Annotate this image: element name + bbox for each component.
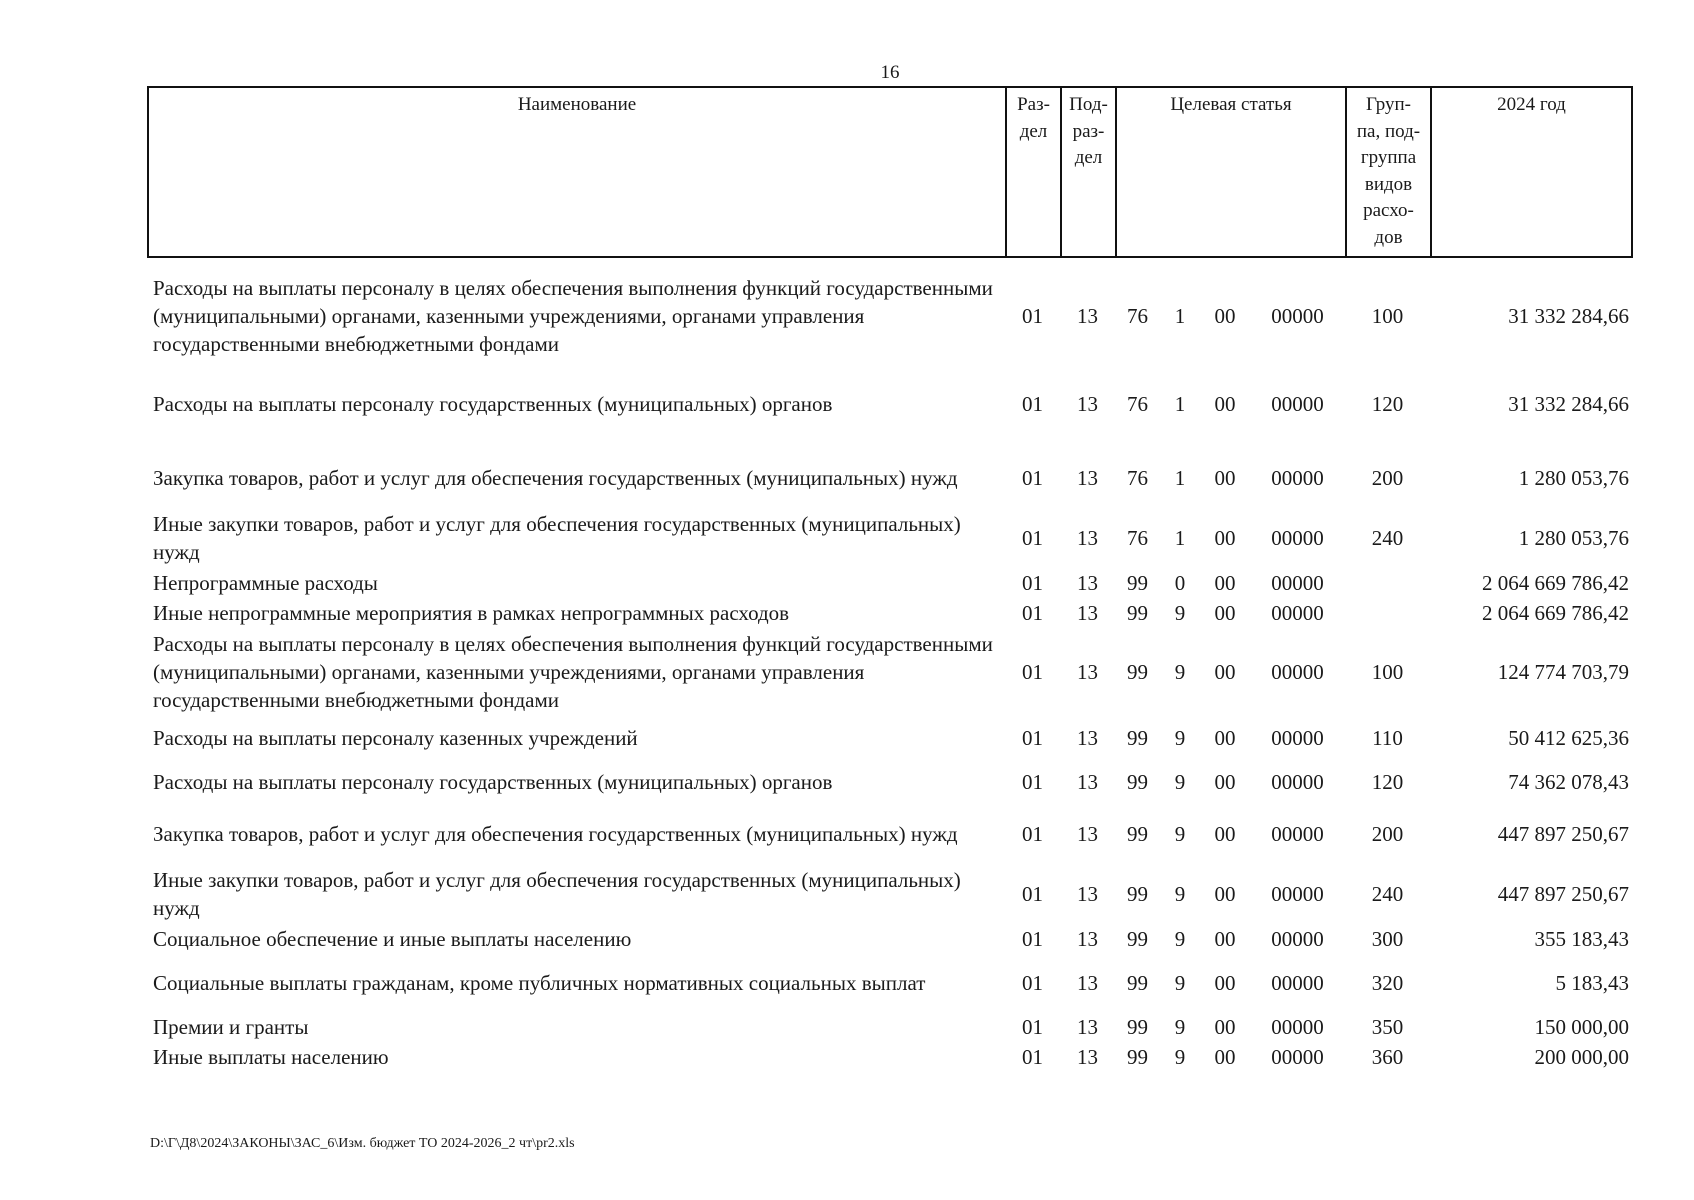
cell-podrazdel: 13 xyxy=(1077,304,1098,328)
cell-cs2: 1 xyxy=(1174,304,1186,328)
cell-amount: 2 064 669 786,42 xyxy=(1482,601,1629,625)
cell-cs3: 00 xyxy=(1214,971,1236,995)
cell-vr: 300 xyxy=(1371,927,1404,951)
cell-amount: 355 183,43 xyxy=(1534,927,1629,951)
cell-podrazdel: 13 xyxy=(1077,927,1098,951)
cell-podrazdel: 13 xyxy=(1077,526,1098,550)
cell-cs2: 1 xyxy=(1174,392,1186,416)
cell-podrazdel: 13 xyxy=(1077,571,1098,595)
cell-cs3: 00 xyxy=(1214,927,1236,951)
cell-podrazdel: 13 xyxy=(1077,466,1098,490)
cell-vr: 120 xyxy=(1371,770,1404,794)
cell-cs3: 00 xyxy=(1214,526,1236,550)
cell-cs4: 00000 xyxy=(1271,601,1324,625)
cell-cs1: 99 xyxy=(1127,882,1148,906)
cell-name: Расходы на выплаты персоналу в целях обеспечения выполнения функций государственными (муниципальными) органами, казенными учреждениями, органами управления государственными внебюджетными фондами xyxy=(153,632,993,712)
cell-cs2: 9 xyxy=(1174,1015,1186,1039)
cell-amount: 31 332 284,66 xyxy=(1508,304,1629,328)
cell-cs1: 99 xyxy=(1127,571,1148,595)
cell-cs4: 00000 xyxy=(1271,1045,1324,1069)
cell-cs1: 76 xyxy=(1127,466,1148,490)
cell-cs1: 99 xyxy=(1127,927,1148,951)
cell-name: Расходы на выплаты персоналу казенных учреждений xyxy=(153,726,638,750)
header-target-article: Целевая статья xyxy=(1116,87,1346,257)
cell-razdel: 01 xyxy=(1022,601,1043,625)
cell-cs4: 00000 xyxy=(1271,726,1324,750)
cell-amount: 2 064 669 786,42 xyxy=(1482,571,1629,595)
cell-razdel: 01 xyxy=(1022,822,1043,846)
cell-cs4: 00000 xyxy=(1271,822,1324,846)
cell-podrazdel: 13 xyxy=(1077,1045,1098,1069)
cell-name: Премии и гранты xyxy=(153,1015,309,1039)
cell-vr xyxy=(1345,568,1430,598)
cell-vr: 120 xyxy=(1371,392,1404,416)
cell-name: Социальные выплаты гражданам, кроме публичных нормативных социальных выплат xyxy=(153,971,926,995)
cell-podrazdel: 13 xyxy=(1077,601,1098,625)
cell-cs1: 99 xyxy=(1127,770,1148,794)
table-row xyxy=(147,598,1631,628)
cell-cs3: 00 xyxy=(1214,882,1236,906)
page-number: 16 xyxy=(880,62,900,83)
cell-podrazdel: 13 xyxy=(1077,770,1098,794)
cell-cs4: 00000 xyxy=(1271,571,1324,595)
cell-razdel: 01 xyxy=(1022,971,1043,995)
cell-name: Иные непрограммные мероприятия в рамках непрограммных расходов xyxy=(153,601,790,625)
cell-name: Расходы на выплаты персоналу государственных (муниципальных) органов xyxy=(153,392,833,416)
cell-amount: 124 774 703,79 xyxy=(1497,660,1629,684)
cell-cs3: 00 xyxy=(1214,726,1236,750)
table-row xyxy=(147,924,1631,954)
cell-name: Иные закупки товаров, работ и услуг для обеспечения государственных (муниципальных) нужд xyxy=(153,868,961,920)
cell-cs2: 9 xyxy=(1174,601,1186,625)
cell-cs4: 00000 xyxy=(1271,392,1324,416)
cell-vr: 200 xyxy=(1371,822,1404,846)
cell-cs2: 1 xyxy=(1174,526,1186,550)
cell-razdel: 01 xyxy=(1022,1045,1043,1069)
cell-amount: 74 362 078,43 xyxy=(1508,770,1629,794)
cell-name: Социальное обеспечение и иные выплаты населению xyxy=(153,927,632,951)
cell-name: Закупка товаров, работ и услуг для обеспечения государственных (муниципальных) нужд xyxy=(153,822,958,846)
budget-table xyxy=(147,272,1631,1072)
cell-cs2: 9 xyxy=(1174,927,1186,951)
cell-amount: 150 000,00 xyxy=(1534,1015,1629,1039)
header-expense-group: Груп- па, под- группа видов расхо- дов xyxy=(1346,87,1431,257)
cell-vr: 110 xyxy=(1372,726,1403,750)
cell-cs2: 1 xyxy=(1174,466,1186,490)
table-row xyxy=(147,508,1631,568)
cell-cs1: 99 xyxy=(1127,1015,1148,1039)
cell-razdel: 01 xyxy=(1022,770,1043,794)
cell-razdel: 01 xyxy=(1022,571,1043,595)
cell-name: Иные выплаты населению xyxy=(153,1045,389,1069)
cell-name: Закупка товаров, работ и услуг для обеспечения государственных (муниципальных) нужд xyxy=(153,466,958,490)
cell-name: Расходы на выплаты персоналу в целях обеспечения выполнения функций государственными (муниципальными) органами, казенными учреждениями, органами управления государственными внебюджетными фондами xyxy=(153,276,993,356)
cell-name: Расходы на выплаты персоналу государственных (муниципальных) органов xyxy=(153,770,833,794)
cell-podrazdel: 13 xyxy=(1077,1015,1098,1039)
cell-cs3: 00 xyxy=(1214,392,1236,416)
cell-name: Непрограммные расходы xyxy=(153,571,378,595)
cell-podrazdel: 13 xyxy=(1077,822,1098,846)
cell-podrazdel: 13 xyxy=(1077,392,1098,416)
cell-cs3: 00 xyxy=(1214,571,1236,595)
table-row xyxy=(147,716,1631,760)
cell-amount: 200 000,00 xyxy=(1534,1045,1629,1069)
cell-podrazdel: 13 xyxy=(1077,882,1098,906)
cell-amount: 1 280 053,76 xyxy=(1518,526,1629,550)
cell-cs1: 99 xyxy=(1127,822,1148,846)
table-header xyxy=(147,86,1633,258)
cell-cs3: 00 xyxy=(1214,770,1236,794)
cell-cs3: 00 xyxy=(1214,304,1236,328)
cell-amount: 447 897 250,67 xyxy=(1497,822,1629,846)
cell-cs3: 00 xyxy=(1214,1045,1236,1069)
file-path-footer: D:\Г\Д8\2024\ЗАКОНЫ\ЗАС_6\Изм. бюджет ТО 2024-2026_2 чт\pr2.xls xyxy=(150,1136,575,1151)
cell-amount: 50 412 625,36 xyxy=(1508,726,1629,750)
cell-cs1: 99 xyxy=(1127,971,1148,995)
cell-vr: 240 xyxy=(1371,526,1404,550)
cell-amount: 5 183,43 xyxy=(1555,971,1629,995)
cell-cs2: 9 xyxy=(1174,971,1186,995)
cell-razdel: 01 xyxy=(1022,927,1043,951)
cell-cs3: 00 xyxy=(1214,466,1236,490)
header-subsection: Под- раз- дел xyxy=(1061,87,1116,257)
cell-cs2: 0 xyxy=(1174,571,1186,595)
cell-cs2: 9 xyxy=(1174,1045,1186,1069)
table-row xyxy=(147,448,1631,508)
cell-cs3: 00 xyxy=(1214,822,1236,846)
cell-cs4: 00000 xyxy=(1271,1015,1324,1039)
cell-cs3: 00 xyxy=(1214,601,1236,625)
table-row xyxy=(147,864,1631,924)
table-row xyxy=(147,628,1631,716)
table-row xyxy=(147,1042,1631,1072)
cell-cs4: 00000 xyxy=(1271,971,1324,995)
cell-amount: 447 897 250,67 xyxy=(1497,882,1629,906)
table-row xyxy=(147,760,1631,804)
cell-cs4: 00000 xyxy=(1271,660,1324,684)
header-section: Раз- дел xyxy=(1006,87,1061,257)
cell-razdel: 01 xyxy=(1022,726,1043,750)
cell-razdel: 01 xyxy=(1022,466,1043,490)
cell-vr: 240 xyxy=(1371,882,1404,906)
cell-vr: 360 xyxy=(1371,1045,1404,1069)
cell-razdel: 01 xyxy=(1022,882,1043,906)
cell-cs4: 00000 xyxy=(1271,770,1324,794)
cell-cs1: 76 xyxy=(1127,392,1148,416)
cell-name: Иные закупки товаров, работ и услуг для обеспечения государственных (муниципальных) нужд xyxy=(153,512,961,564)
cell-razdel: 01 xyxy=(1022,1015,1043,1039)
table-row xyxy=(147,804,1631,864)
cell-podrazdel: 13 xyxy=(1077,971,1098,995)
cell-cs2: 9 xyxy=(1174,726,1186,750)
cell-cs3: 00 xyxy=(1214,660,1236,684)
cell-vr: 350 xyxy=(1371,1015,1404,1039)
cell-cs1: 76 xyxy=(1127,526,1148,550)
cell-amount: 1 280 053,76 xyxy=(1518,466,1629,490)
table-row xyxy=(147,568,1631,598)
table-row xyxy=(147,360,1631,448)
table-row xyxy=(147,954,1631,1012)
cell-vr: 320 xyxy=(1371,971,1404,995)
table-row xyxy=(147,272,1631,360)
cell-razdel: 01 xyxy=(1022,526,1043,550)
cell-cs2: 9 xyxy=(1174,770,1186,794)
cell-cs4: 00000 xyxy=(1271,882,1324,906)
cell-vr: 200 xyxy=(1371,466,1404,490)
cell-razdel: 01 xyxy=(1022,392,1043,416)
cell-podrazdel: 13 xyxy=(1077,660,1098,684)
cell-cs1: 99 xyxy=(1127,660,1148,684)
cell-cs1: 76 xyxy=(1127,304,1148,328)
cell-cs1: 99 xyxy=(1127,601,1148,625)
cell-podrazdel: 13 xyxy=(1077,726,1098,750)
header-name: Наименование xyxy=(148,87,1006,257)
cell-cs3: 00 xyxy=(1214,1015,1236,1039)
cell-cs4: 00000 xyxy=(1271,927,1324,951)
header-year: 2024 год xyxy=(1431,87,1632,257)
cell-amount: 31 332 284,66 xyxy=(1508,392,1629,416)
cell-razdel: 01 xyxy=(1022,660,1043,684)
table-row xyxy=(147,1012,1631,1042)
cell-vr: 100 xyxy=(1371,660,1404,684)
cell-cs2: 9 xyxy=(1174,882,1186,906)
cell-cs2: 9 xyxy=(1174,822,1186,846)
cell-cs4: 00000 xyxy=(1271,526,1324,550)
cell-cs1: 99 xyxy=(1127,726,1148,750)
cell-cs1: 99 xyxy=(1127,1045,1148,1069)
cell-cs4: 00000 xyxy=(1271,304,1324,328)
cell-razdel: 01 xyxy=(1022,304,1043,328)
cell-cs4: 00000 xyxy=(1271,466,1324,490)
cell-vr xyxy=(1345,598,1430,628)
cell-vr: 100 xyxy=(1371,304,1404,328)
cell-cs2: 9 xyxy=(1174,660,1186,684)
